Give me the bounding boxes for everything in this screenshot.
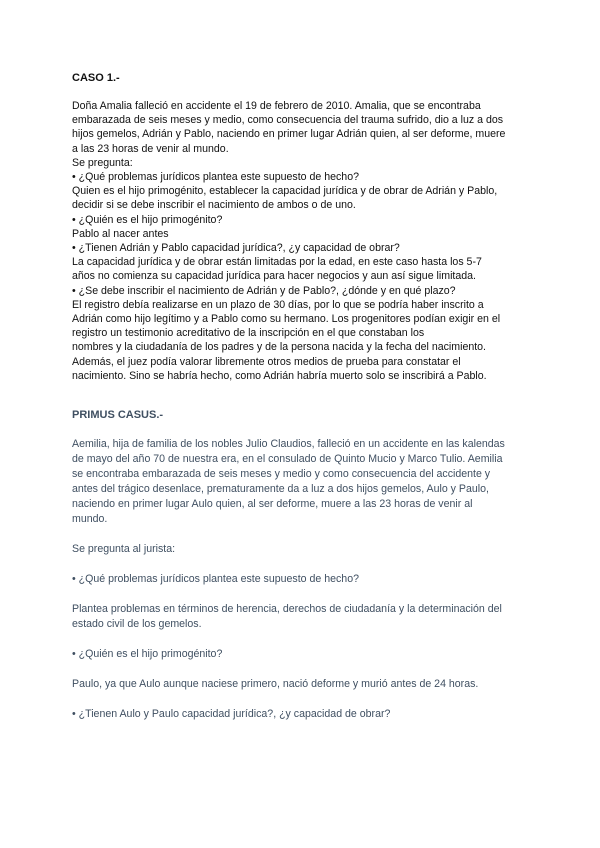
text-line: Plantea problemas en términos de herencia, derechos de ciudadanía y la determinación del: [72, 603, 502, 615]
text-line: decidir si se debe inscribir el nacimiento de ambos o de uno.: [72, 199, 356, 212]
question-line: • ¿Tienen Adrián y Pablo capacidad jurídica?, ¿y capacidad de obrar?: [72, 242, 400, 255]
text-line: de mayo del año 70 de nuestra era, en el consulado de Quinto Mucio y Marco Tulio. Aemilia: [72, 453, 503, 465]
primus-section: [72, 437, 532, 722]
text-line: se encontraba embarazada de seis meses y medio y como consecuencia del accidente y: [72, 468, 491, 480]
text-line: Se pregunta:: [72, 156, 133, 169]
text-line: La capacidad jurídica y de obrar están limitadas por la edad, en este caso hasta los 5-7: [72, 256, 482, 269]
text-line: embarazada de seis meses y medio, como consecuencia del trauma sufrido, dio a luz a dos: [72, 114, 504, 127]
text-line: Adrián como hijo legítimo y a Pablo como su hermano. Los progenitores podían exigir en el: [72, 313, 501, 326]
text-line: Paulo, ya que Aulo aunque naciese primero, nació deforme y murió antes de 24 horas.: [72, 678, 479, 690]
text-line: nombres y la ciudadanía de los padres y de la persona nacida y la fecha del nacimiento.: [72, 341, 486, 354]
text-line: estado civil de los gemelos.: [72, 618, 202, 630]
primus-title: PRIMUS CASUS.-: [72, 409, 164, 421]
question-line: • ¿Qué problemas jurídicos plantea este supuesto de hecho?: [72, 171, 359, 184]
text-line: Pablo al nacer antes: [72, 227, 169, 240]
text-line: a las 23 horas de venir al mundo.: [72, 142, 229, 155]
caso1-intro-paragraph: [72, 99, 532, 383]
question-line: • ¿Tienen Aulo y Paulo capacidad jurídica?, ¿y capacidad de obrar?: [72, 708, 391, 720]
text-line: hijos gemelos, Adrián y Pablo, naciendo en primer lugar Adrián quien, al ser deforme, muere: [72, 128, 506, 141]
text-line: Quien es el hijo primogénito, establecer la capacidad jurídica y de obrar de Adrián y Pablo,: [72, 185, 498, 198]
text-line: naciendo en primer lugar Aulo quien, al ser deforme, muere a las 23 horas de venir al: [72, 498, 473, 510]
text-line: antes del trágico desenlace, prematuramente da a luz a dos hijos gemelos, Aulo y Paulo,: [72, 483, 489, 495]
question-line: • ¿Se debe inscribir el nacimiento de Adrián y de Pablo?, ¿dónde y en qué plazo?: [72, 284, 456, 297]
question-line: • ¿Quién es el hijo primogénito?: [72, 648, 223, 660]
text-line: años no comienza su capacidad jurídica para hacer negocios y aun así sigue limitada.: [72, 270, 476, 283]
text-line: El registro debía realizarse en un plazo de 30 días, por lo que se podría haber inscrito a: [72, 298, 484, 311]
question-line: • ¿Qué problemas jurídicos plantea este supuesto de hecho?: [72, 573, 359, 585]
ask-line: Se pregunta al jurista:: [72, 543, 176, 555]
text-line: nacimiento. Sino se habría hecho, como Adrián habría muerto solo se inscribirá a Pablo.: [72, 369, 487, 382]
text-line: mundo.: [72, 513, 108, 525]
text-line: Además, el juez podía valorar libremente otros medios de prueba para constatar el: [72, 355, 461, 368]
question-line: • ¿Quién es el hijo primogénito?: [72, 213, 223, 226]
text-line: Aemilia, hija de familia de los nobles Julio Claudios, falleció en un accidente en las kalendas: [72, 438, 505, 450]
text-line: Doña Amalia falleció en accidente el 19 de febrero de 2010. Amalia, que se encontraba: [72, 100, 481, 112]
text-line: registro un testimonio acreditativo de la inscripción en el que constaban los: [72, 327, 425, 340]
caso1-title: CASO 1.-: [72, 72, 120, 84]
